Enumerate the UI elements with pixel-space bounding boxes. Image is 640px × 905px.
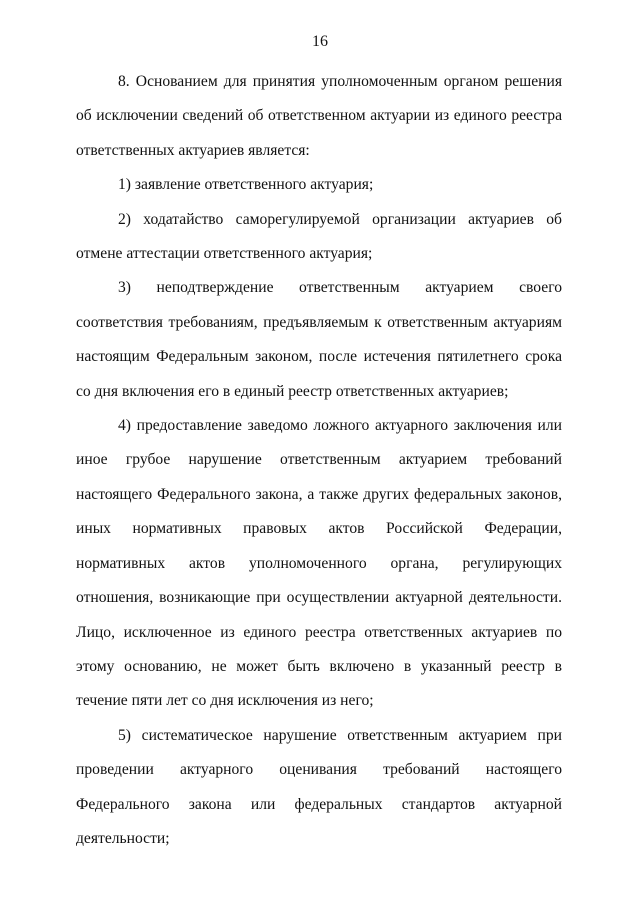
paragraph-item-1: 1) заявление ответственного актуария;: [118, 176, 374, 194]
paragraph-clause-8: 8. Основанием для принятия уполномоченным органом решения об исключении сведений об ответственном актуарии из единого реестра ответственных актуариев является:: [76, 73, 562, 159]
paragraph-item-5: 5) систематическое нарушение ответственным актуарием при проведении актуарного оценивания требований настоящего Федерального закона или федеральных стандартов актуарной деятельности;: [76, 726, 562, 847]
paragraph-item-3: 3) неподтверждение ответственным актуарием своего соответствия требованиям, предъявляемым к ответственным актуариям настоящим Федеральным законом, после истечения пятилетнего срока со дня включения его в единый реестр ответственных актуариев;: [76, 279, 562, 400]
paragraph-item-4: 4) предоставление заведомо ложного актуарного заключения или иное грубое нарушение ответственным актуарием требований настоящего Федерального закона, а также других федеральных законов, иных нормативных правовых актов Российской Федерации, нормативных актов уполномоченного органа, регулирующих отношения, возникающие при осуществлении актуарной деятельности. Лицо, исключенное из единого реестра ответственных актуариев по этому основанию, не может быть включено в указанный реестр в течение пяти лет со дня исключения из него;: [76, 417, 562, 710]
document-body: [76, 65, 562, 856]
page-number: 16: [312, 33, 328, 50]
paragraph-item-2: 2) ходатайство саморегулируемой организации актуариев об отмене аттестации ответственного актуария;: [76, 210, 562, 263]
